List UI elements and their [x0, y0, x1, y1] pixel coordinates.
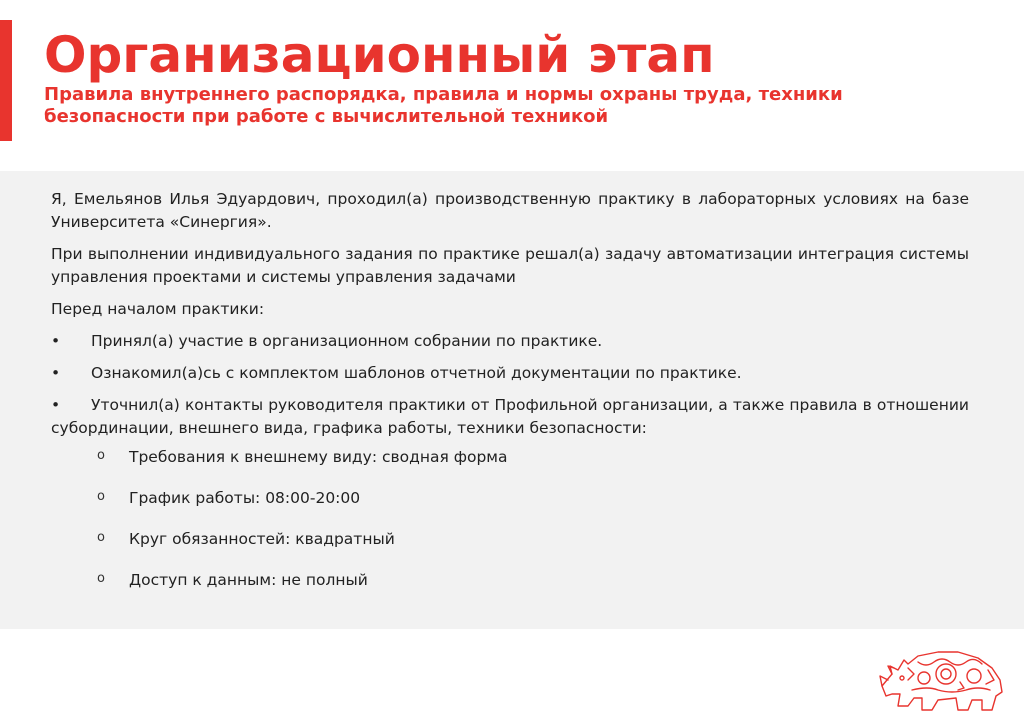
page-subtitle: Правила внутреннего распорядка, правила и нормы охраны труда, техники безопасности при работе с вычислительной техникой: [44, 84, 843, 127]
sub-list-item-text: Требования к внешнему виду: сводная форма: [129, 448, 508, 466]
paragraph-before-practice: Перед началом практики:: [51, 300, 265, 318]
bullet-marker: •: [51, 332, 61, 350]
circle-bullet-icon: o: [97, 530, 105, 545]
accent-bar: [0, 20, 12, 141]
sub-list-item-text: Круг обязанностей: квадратный: [129, 530, 395, 548]
list-item: [51, 394, 969, 440]
circle-bullet-icon: o: [97, 571, 105, 586]
list-item-text: Ознакомил(а)сь с комплектом шаблонов отчетной документации по практике.: [91, 364, 742, 382]
sub-list-item-text: Доступ к данным: не полный: [129, 571, 368, 589]
bullet-marker: •: [51, 364, 61, 382]
page-title: Организационный этап: [44, 26, 715, 84]
paragraph-task: При выполнении индивидуального задания по практике решал(а) задачу автоматизации интеграция системы управления проектами и системы управления задачами: [51, 245, 969, 286]
bullet-marker: •: [51, 396, 61, 414]
list-item-text: Принял(а) участие в организационном собрании по практике.: [91, 332, 603, 350]
list-item-text: Уточнил(а) контакты руководителя практики от Профильной организации, а также правила в отношении субординации, внешнего вида, графика работы, техники безопасности:: [51, 396, 969, 437]
sub-list-item-text: График работы: 08:00-20:00: [129, 489, 361, 507]
content-text: [51, 188, 969, 610]
list-item: [51, 330, 969, 353]
circle-bullet-icon: o: [97, 489, 105, 504]
sub-list-item: [51, 487, 969, 510]
paragraph-intro: Я, Емельянов Илья Эдуардович, проходил(а) производственную практику в лабораторных условиях на базе Университета «Синергия».: [51, 190, 969, 231]
sub-list-item: [51, 528, 969, 551]
sub-list-item: [51, 446, 969, 469]
rhino-logo-icon: [878, 640, 1008, 715]
circle-bullet-icon: o: [97, 448, 105, 463]
content-panel: [0, 171, 1024, 629]
sub-list-item: [51, 569, 969, 592]
list-item: [51, 362, 969, 385]
